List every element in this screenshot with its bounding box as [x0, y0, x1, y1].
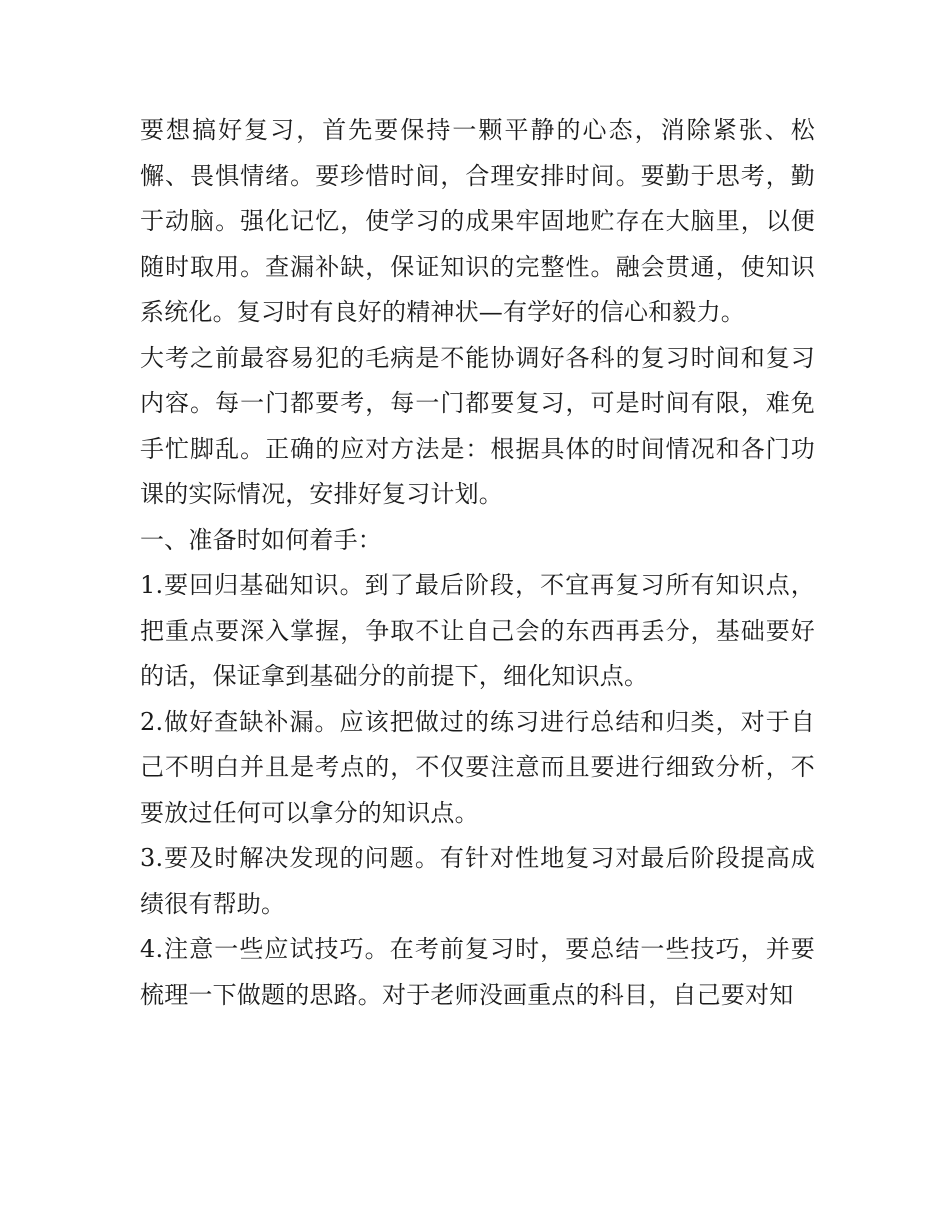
paragraph-intro: 要想搞好复习，首先要保持一颗平静的心态，消除紧张、松懈、畏惧情绪。要珍惜时间，合理安排时间。要勤于思考，勤于动脑。强化记忆，使学习的成果牢固地贮存在大脑里，以便随时取用。查漏补缺，保证知识的完整性。融会贯通，使知识系统化。复习时有良好的精神状—有学好的信心和毅力。 [140, 116, 815, 326]
document-body [140, 108, 815, 1018]
section-heading: 一、准备时如何着手： [140, 525, 382, 554]
list-item-3: 3.要及时解决发现的问题。有针对性地复习对最后阶段提高成绩很有帮助。 [140, 844, 815, 918]
list-item-4: 4.注意一些应试技巧。在考前复习时，要总结一些技巧，并要梳理一下做题的思路。对于老师没画重点的科目，自己要对知 [140, 935, 815, 1009]
paragraph-exam-advice: 大考之前最容易犯的毛病是不能协调好各科的复习时间和复习内容。每一门都要考，每一门都要复习，可是时间有限，难免手忙脚乱。正确的应对方法是：根据具体的时间情况和各门功课的实际情况，安排好复习计划。 [140, 343, 815, 508]
list-item-2: 2.做好查缺补漏。应该把做过的练习进行总结和归类，对于自己不明白并且是考点的，不仅要注意而且要进行细致分析，不要放过任何可以拿分的知识点。 [140, 707, 815, 827]
list-item-1: 1.要回归基础知识。到了最后阶段，不宜再复习所有知识点，把重点要深入掌握，争取不让自己会的东西再丢分，基础要好的话，保证拿到基础分的前提下，细化知识点。 [140, 571, 815, 690]
